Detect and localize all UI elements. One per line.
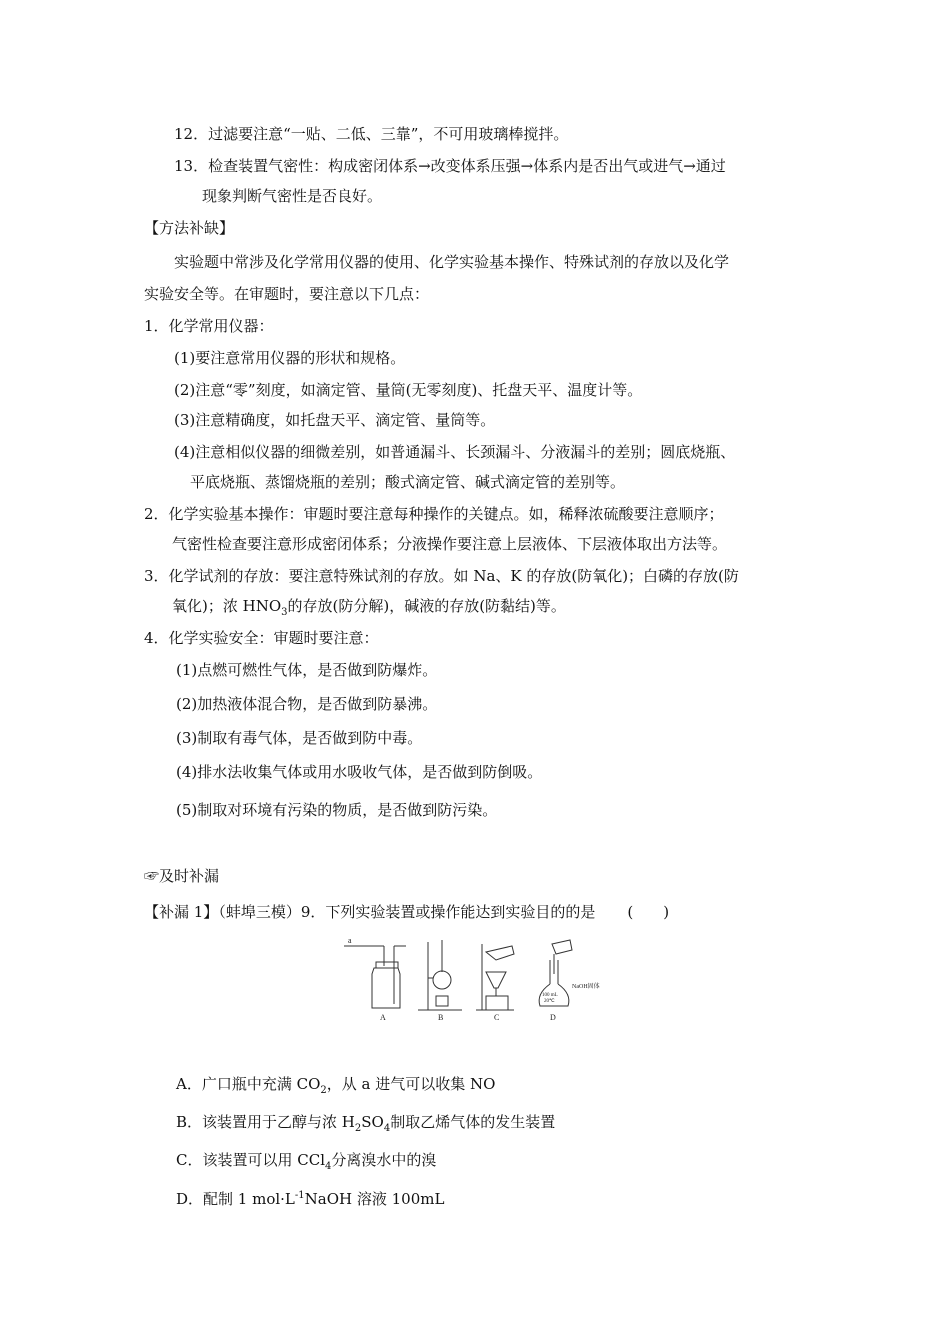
method-intro: 实验题中常涉及化学常用仪器的使用、化学实验基本操作、特殊试剂的存放以及化学	[174, 253, 730, 271]
beaker	[486, 996, 508, 1010]
text-run: D．配制 1 mol·L	[176, 1190, 295, 1208]
point-4-2: (2)加热液体混合物，是否做到防暴沸。	[176, 695, 438, 713]
subscript: 4	[325, 1161, 332, 1172]
funnel-body	[486, 972, 506, 988]
option-b	[176, 1112, 555, 1139]
text-run: ，从 a 进气可以收集 NO	[326, 1075, 496, 1093]
subscript: 2	[320, 1085, 327, 1096]
item-13-cont: 现象判断气密性是否良好。	[202, 187, 383, 205]
apparatus-b-flask-stand	[418, 940, 462, 1010]
label-b: B	[438, 1013, 444, 1022]
point-1-1: (1)要注意常用仪器的形状和规格。	[174, 349, 406, 367]
bottle-body	[372, 968, 400, 1008]
label-d: D	[550, 1013, 556, 1022]
text-run: 氧化)；浓 HNO	[172, 597, 282, 615]
question-stem	[144, 902, 669, 922]
question-text: （蚌埠三模）9．下列实验装置或操作能达到实验目的的是	[218, 903, 596, 921]
method-intro-cont: 实验安全等。在审题时，要注意以下几点：	[144, 285, 430, 303]
section-heading-review: ☞及时补漏	[144, 867, 220, 885]
subscript: 2	[354, 1123, 362, 1134]
apparatus-c-funnel	[476, 944, 514, 1010]
text-run: NaOH 溶液 100mL	[304, 1190, 445, 1208]
option-d	[176, 1186, 444, 1209]
point-1-4: (4)注意相似仪器的细微差别，如普通漏斗、长颈漏斗、分液漏斗的差别；圆底烧瓶、	[174, 443, 736, 461]
option-c	[176, 1150, 436, 1177]
answer-blank: ( )	[627, 903, 670, 921]
subscript: 4	[383, 1123, 391, 1134]
label-a: A	[380, 1013, 386, 1022]
tilted-beaker	[486, 946, 514, 960]
text-run: A．广口瓶中充满 CO	[176, 1075, 321, 1093]
label-flask-temp: 20℃	[544, 999, 555, 1004]
apparatus-figure	[336, 938, 618, 1022]
option-a	[176, 1074, 495, 1101]
round-flask	[433, 971, 451, 989]
text-run: SO	[361, 1113, 384, 1131]
point-1-heading: 1．化学常用仪器：	[144, 317, 274, 335]
subscript: 3	[281, 607, 288, 618]
label-flask-volume: 100 mL	[542, 993, 558, 998]
point-3: 3．化学试剂的存放：要注意特殊试剂的存放。如 Na、K 的存放(防氧化)；白磷的存放(防	[144, 567, 739, 585]
point-4-3: (3)制取有毒气体，是否做到防中毒。	[176, 729, 423, 747]
label-naoh-solid: NaOH固体	[572, 984, 600, 990]
point-3-cont	[172, 596, 566, 623]
point-2: 2．化学实验基本操作：审题时要注意每种操作的关键点。如，稀释浓硫酸要注意顺序；	[144, 505, 724, 523]
text-run: 制取乙烯气体的发生装置	[390, 1113, 556, 1131]
point-1-4-cont: 平底烧瓶、蒸馏烧瓶的差别；酸式滴定管、碱式滴定管的差别等。	[190, 473, 626, 491]
heater	[436, 996, 448, 1006]
point-4-1: (1)点燃可燃性气体，是否做到防爆炸。	[176, 661, 438, 679]
point-4-4: (4)排水法收集气体或用水吸收气体，是否做到防倒吸。	[176, 763, 543, 781]
section-heading-method: 【方法补缺】	[144, 219, 235, 237]
point-2-cont: 气密性检查要注意形成密闭体系；分液操作要注意上层液体、下层液体取出方法等。	[172, 535, 728, 553]
text-run: 的存放(防分解)，碱液的存放(防黏结)等。	[287, 597, 566, 615]
apparatus-drawing	[336, 938, 618, 1022]
apparatus-a-gas-bottle	[344, 946, 406, 1008]
item-13: 13．检查装置气密性：构成密闭体系→改变体系压强→体系内是否出气或进气→通过	[174, 157, 726, 175]
stopper	[376, 962, 398, 968]
point-1-2: (2)注意“零”刻度，如滴定管、量筒(无零刻度)、托盘天平、温度计等。	[174, 381, 643, 399]
question-tag: 【补漏 1】	[144, 903, 219, 921]
superscript: -1	[294, 1190, 305, 1201]
point-1-3: (3)注意精确度，如托盘天平、滴定管、量筒等。	[174, 411, 496, 429]
text-run: 分离溴水中的溴	[331, 1151, 437, 1169]
item-12: 12．过滤要注意“一贴、二低、三靠”，不可用玻璃棒搅拌。	[174, 125, 569, 143]
text-run: B．该装置用于乙醇与浓 H	[176, 1113, 355, 1131]
point-4-5: (5)制取对环境有污染的物质，是否做到防污染。	[176, 801, 498, 819]
label-c: C	[494, 1013, 500, 1022]
tilted-beaker	[552, 940, 572, 954]
text-run: C．该装置可以用 CCl	[176, 1151, 325, 1169]
point-4-heading: 4．化学实验安全：审题时要注意：	[144, 629, 379, 647]
label-a-inlet: a	[348, 938, 352, 945]
